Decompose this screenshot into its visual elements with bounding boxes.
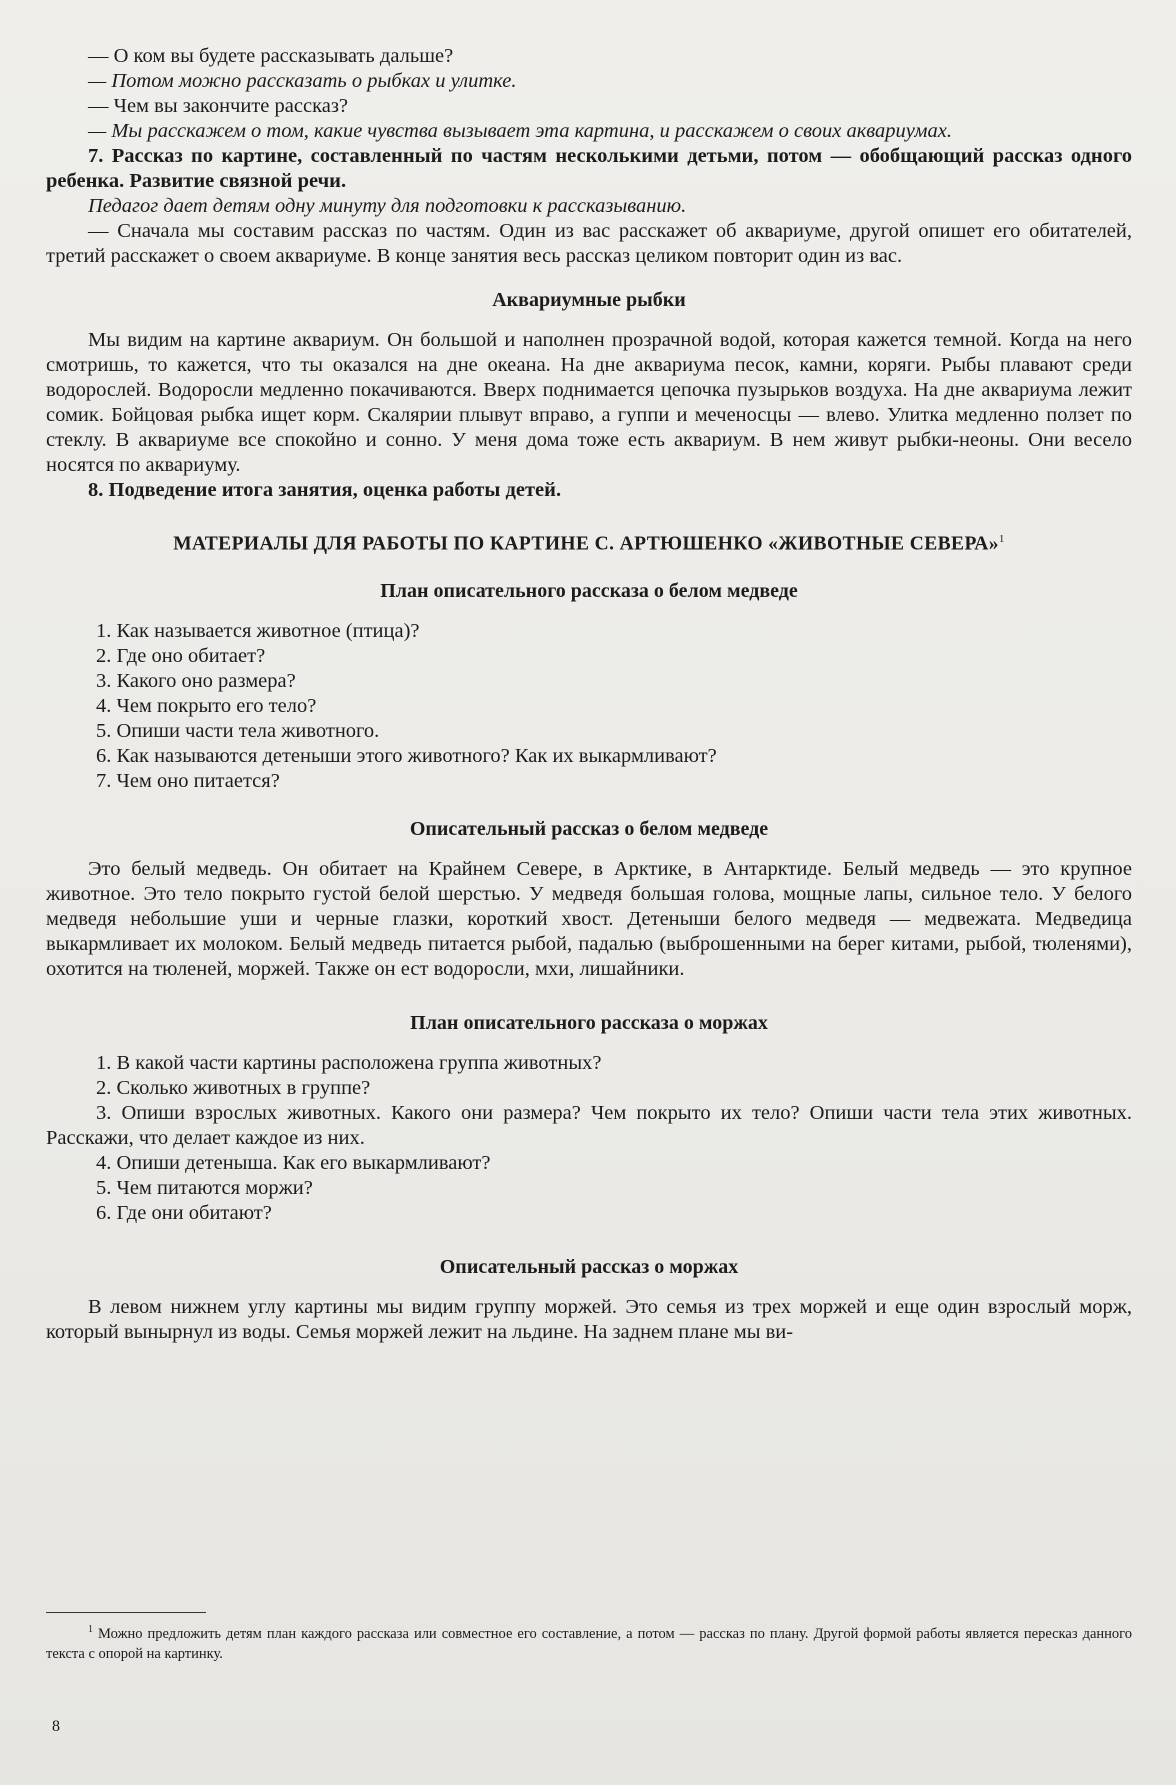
walrus-story-text: В левом нижнем углу картины мы видим группу моржей. Это семья из трех моржей и еще один взрослый морж, который вынырнул из воды. Семья моржей лежит на льдине. На заднем плане мы ви- [46, 1295, 1132, 1343]
walrus-plan-list [46, 1051, 1132, 1226]
materials-title-text: МАТЕРИАЛЫ ДЛЯ РАБОТЫ ПО КАРТИНЕ С. АРТЮШЕНКО «ЖИВОТНЫЕ СЕВЕРА» [173, 533, 999, 555]
list-item: 2. Где оно обитает? [96, 644, 266, 667]
list-item: 7. Чем оно питается? [96, 769, 280, 792]
list-item: 5. Опиши части тела животного. [96, 719, 380, 742]
aquarium-story-title: Аквариумные рыбки [492, 289, 686, 311]
step-7-heading: 7. Рассказ по картине, составленный по частям несколькими детьми, потом — обобщающий рассказ одного ребенка. Развитие связной речи. [46, 145, 1132, 192]
list-item: 2. Сколько животных в группе? [96, 1076, 371, 1099]
walrus-plan-title: План описательного рассказа о моржах [410, 1011, 768, 1034]
bear-plan-list [46, 619, 1132, 794]
step-7-note: Педагог дает детям одну минуту для подготовки к рассказыванию. [88, 195, 687, 217]
aquarium-story-text: Мы видим на картине аквариум. Он большой и наполнен прозрачной водой, которая кажется темной. Когда на него смотришь, то кажется, что ты оказался на дне океана. На дне аквариума песок, камни, коряги. Рыбы плавают среди водорослей. Водоросли медленно покачиваются. Вверх поднимается цепочка пузырьков воздуха. На дне аквариума лежит сомик. Бойцовая рыбка ищет корм. Скалярии плывут вправо, а гуппи и меченосцы — влево. Улитка медленно ползет по стеклу. В аквариуме все спокойно и сонно. У меня дома тоже есть аквариум. В нем живут рыбки-неоны. Они весело носятся по аквариуму. [46, 329, 1132, 476]
dialog-line: — Чем вы закончите рассказ? [88, 95, 349, 117]
footnote-text: Можно предложить детям план каждого рассказа или совместное его составление, а потом — рассказ по плану. Другой формой работы является пересказ данного текста с опорой на картинку. [46, 1625, 1133, 1662]
step-8-heading: 8. Подведение итога занятия, оценка работы детей. [88, 479, 562, 501]
bear-story-text: Это белый медведь. Он обитает на Крайнем Севере, в Арктике, в Антарктиде. Белый медведь — это крупное животное. Это тело покрыто густой белой шерстью. У медведя большая голова, мощные лапы, сильное тело. У белого медведя небольшие уши и черные глазки, короткий хвост. Детеныши белого медведя — медвежата. Медведица выкармливает их молоком. Белый медведь питается рыбой, падалью (выброшенными на берег китами, рыбой, тюленями), охотится на тюленей, моржей. Также он ест водоросли, мхи, лишайники. [46, 857, 1132, 980]
step-7-speech: — Сначала мы составим рассказ по частям. Один из вас расскажет об аквариуме, другой опишет его обитателей, третий расскажет о своем аквариуме. В конце занятия весь рассказ целиком повторит один из вас. [46, 220, 1132, 267]
list-item: 1. Как называется животное (птица)? [96, 619, 420, 642]
list-item: 3. Какого оно размера? [96, 669, 296, 692]
list-item: 6. Где они обитают? [96, 1201, 272, 1224]
list-item: 5. Чем питаются моржи? [96, 1176, 313, 1199]
list-item: 1. В какой части картины расположена группа животных? [96, 1051, 602, 1074]
list-item: 6. Как называются детеныши этого животного? Как их выкармливают? [96, 744, 717, 767]
list-item: 4. Чем покрыто его тело? [96, 694, 317, 717]
bear-story-title: Описательный рассказ о белом медведе [409, 817, 769, 840]
dialog-line: — О ком вы будете рассказывать дальше? [88, 45, 454, 67]
materials-title [46, 533, 1132, 556]
footnote-ref: 1 [998, 533, 1005, 545]
list-item: 4. Опиши детеныша. Как его выкармливают? [96, 1151, 491, 1174]
footnote-mark: 1 [88, 1624, 93, 1635]
footnote-divider [46, 1612, 206, 1613]
footnote [46, 1620, 1132, 1664]
walrus-story-title: Описательный рассказ о моржах [439, 1255, 739, 1278]
dialog-line: — Потом можно рассказать о рыбках и улитке. [88, 70, 517, 92]
dialog-line: — Мы расскажем о том, какие чувства вызывает эта картина, и расскажем о своих аквариумах. [88, 120, 952, 142]
page-number: 8 [52, 1718, 60, 1735]
bear-plan-title: План описательного рассказа о белом медведе [380, 579, 798, 602]
list-item: 3. Опиши взрослых животных. Какого они размера? Чем покрыто их тело? Опиши части тела этих животных. Расскажи, что делает каждое из них. [46, 1101, 1132, 1149]
dialog-block [46, 44, 1132, 144]
